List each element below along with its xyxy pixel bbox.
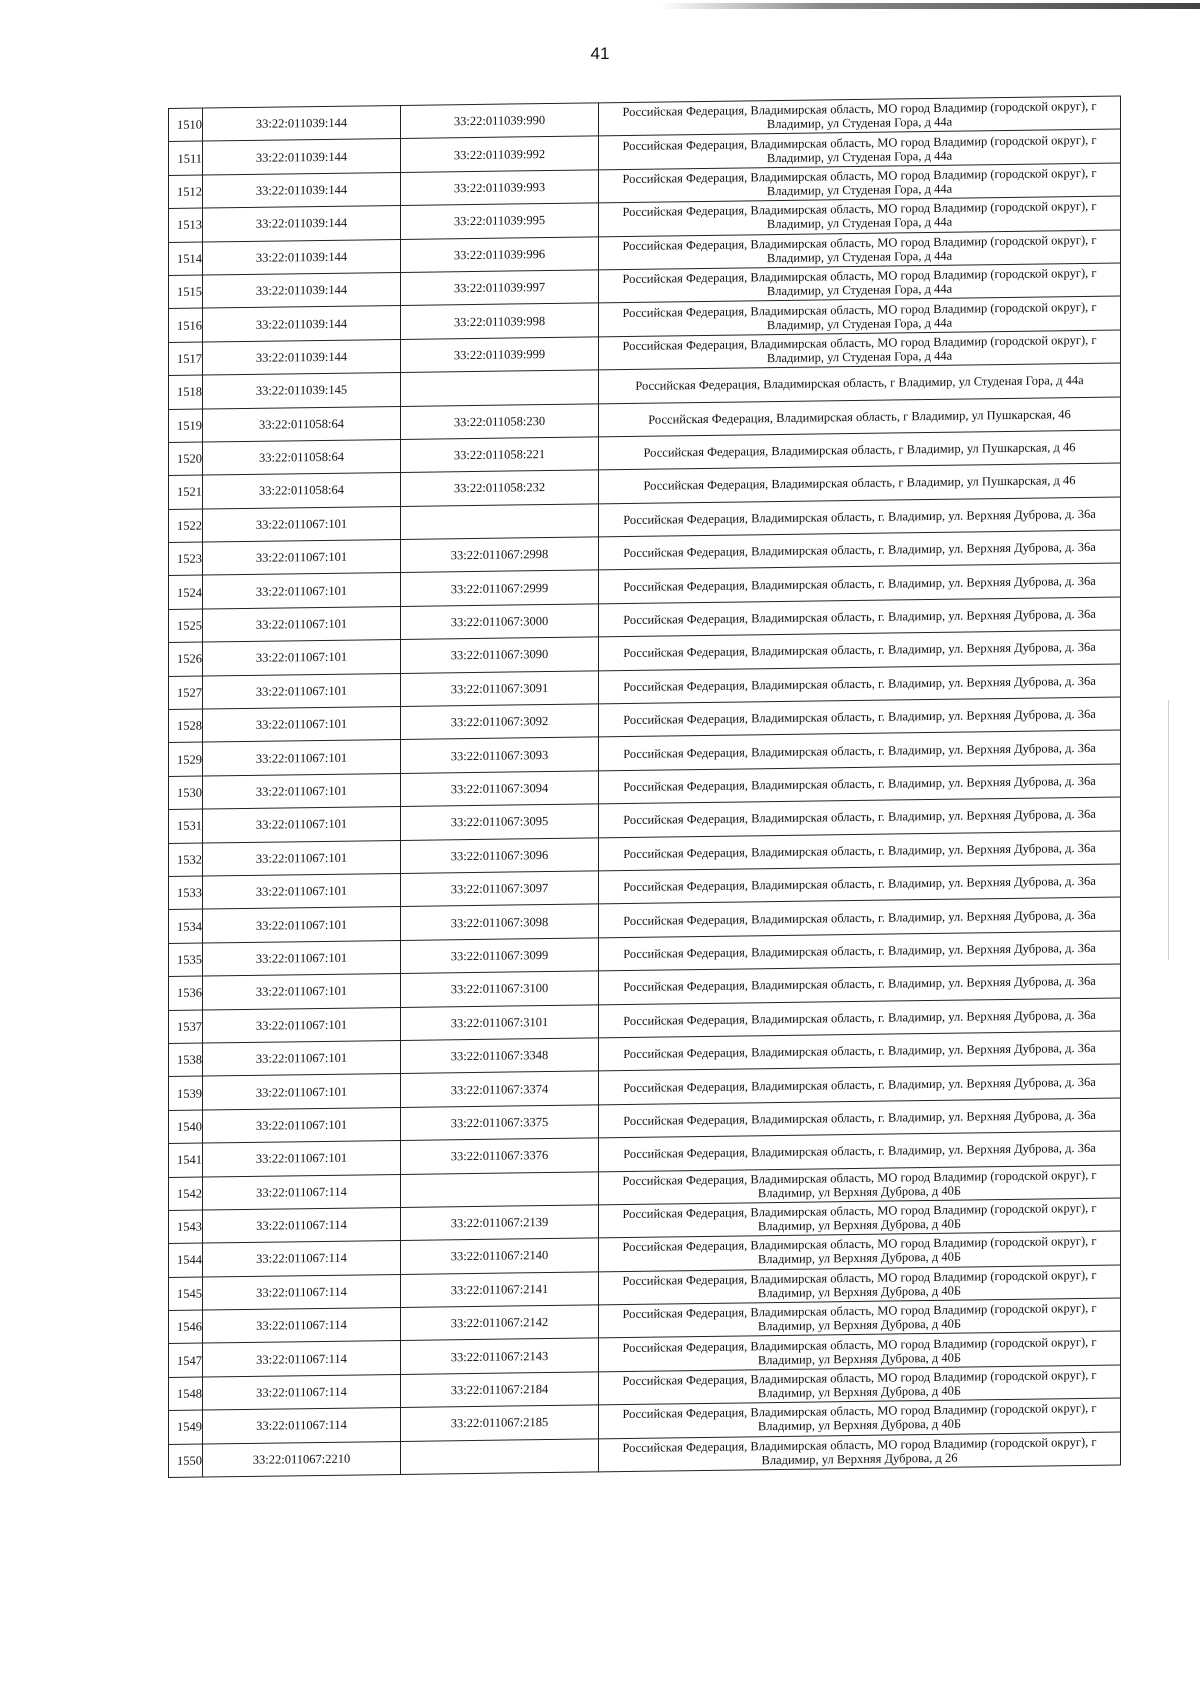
- object-cadastral-number-cell: 33:22:011039:998: [401, 303, 599, 339]
- cadastral-number-cell: 33:22:011067:101: [203, 840, 401, 876]
- object-cadastral-number-cell: 33:22:011067:3100: [401, 971, 599, 1007]
- row-number-cell: 1542: [169, 1177, 203, 1211]
- object-cadastral-number-cell: 33:22:011067:3090: [401, 637, 599, 673]
- row-number-cell: 1541: [169, 1143, 203, 1177]
- cadastral-number-cell: 33:22:011067:101: [203, 807, 401, 843]
- address-cell: Российская Федерация, Владимирская область, МО город Владимир (городской округ), г Владимир, ул Студеная Гора, д 44а: [599, 129, 1121, 169]
- object-cadastral-number-cell: 33:22:011067:3000: [401, 604, 599, 640]
- row-number-cell: 1543: [169, 1210, 203, 1244]
- scan-streak: [660, 3, 1200, 9]
- object-cadastral-number-cell: 33:22:011067:3092: [401, 704, 599, 740]
- row-number-cell: 1533: [169, 876, 203, 910]
- row-number-cell: 1527: [169, 676, 203, 710]
- object-cadastral-number-cell: 33:22:011067:3096: [401, 837, 599, 873]
- address-cell: Российская Федерация, Владимирская область, г. Владимир, ул. Верхняя Дуброва, д. 36а: [599, 998, 1121, 1038]
- row-number-cell: 1529: [169, 742, 203, 776]
- object-cadastral-number-cell: 33:22:011067:3099: [401, 938, 599, 974]
- cadastral-number-cell: 33:22:011067:101: [203, 1040, 401, 1076]
- row-number-cell: 1530: [169, 776, 203, 810]
- row-number-cell: 1531: [169, 809, 203, 843]
- row-number-cell: 1535: [169, 943, 203, 977]
- object-cadastral-number-cell: 33:22:011067:3101: [401, 1004, 599, 1040]
- cadastral-number-cell: 33:22:011067:101: [203, 506, 401, 542]
- cadastral-number-cell: 33:22:011067:114: [203, 1174, 401, 1210]
- row-number-cell: 1546: [169, 1310, 203, 1344]
- row-number-cell: 1539: [169, 1076, 203, 1110]
- row-number-cell: 1549: [169, 1410, 203, 1444]
- cadastral-number-cell: 33:22:011067:114: [203, 1408, 401, 1444]
- object-cadastral-number-cell: [401, 1438, 599, 1474]
- object-cadastral-number-cell: 33:22:011067:3376: [401, 1138, 599, 1174]
- address-cell: Российская Федерация, Владимирская область, МО город Владимир (городской округ), г Владимир, ул Студеная Гора, д 44а: [599, 330, 1121, 370]
- row-number-cell: 1524: [169, 576, 203, 610]
- object-cadastral-number-cell: 33:22:011067:2184: [401, 1372, 599, 1408]
- object-cadastral-number-cell: 33:22:011067:2185: [401, 1405, 599, 1441]
- address-cell: Российская Федерация, Владимирская область, г. Владимир, ул. Верхняя Дуброва, д. 36а: [599, 1131, 1121, 1171]
- cadastral-number-cell: 33:22:011039:144: [203, 206, 401, 242]
- row-number-cell: 1519: [169, 409, 203, 443]
- row-number-cell: 1534: [169, 909, 203, 943]
- address-cell: Российская Федерация, Владимирская область, МО город Владимир (городской округ), г Владимир, ул Студеная Гора, д 44а: [599, 296, 1121, 336]
- row-number-cell: 1516: [169, 308, 203, 342]
- address-cell: Российская Федерация, Владимирская область, г. Владимир, ул. Верхняя Дуброва, д. 36а: [599, 497, 1121, 537]
- object-cadastral-number-cell: 33:22:011039:990: [401, 103, 599, 139]
- cadastral-number-cell: 33:22:011067:114: [203, 1241, 401, 1277]
- scan-margin-line: [1168, 700, 1169, 960]
- object-cadastral-number-cell: 33:22:011067:2141: [401, 1272, 599, 1308]
- address-cell: Российская Федерация, Владимирская область, г. Владимир, ул. Верхняя Дуброва, д. 36а: [599, 630, 1121, 670]
- object-cadastral-number-cell: 33:22:011067:3095: [401, 804, 599, 840]
- address-cell: Российская Федерация, Владимирская область, г Владимир, ул Пушкарская, д 46: [599, 430, 1121, 470]
- address-cell: Российская Федерация, Владимирская область, г Владимир, ул Студеная Гора, д 44а: [599, 363, 1121, 403]
- cadastral-number-cell: 33:22:011067:114: [203, 1308, 401, 1344]
- row-number-cell: 1532: [169, 843, 203, 877]
- address-cell: Российская Федерация, Владимирская область, г. Владимир, ул. Верхняя Дуброва, д. 36а: [599, 730, 1121, 770]
- object-cadastral-number-cell: 33:22:011067:3091: [401, 671, 599, 707]
- cadastral-number-cell: 33:22:011067:114: [203, 1207, 401, 1243]
- object-cadastral-number-cell: 33:22:011067:3093: [401, 737, 599, 773]
- cadastral-number-cell: 33:22:011067:114: [203, 1274, 401, 1310]
- object-cadastral-number-cell: 33:22:011058:221: [401, 437, 599, 473]
- row-number-cell: 1522: [169, 509, 203, 543]
- row-number-cell: 1525: [169, 609, 203, 643]
- cadastral-number-cell: 33:22:011067:101: [203, 1141, 401, 1177]
- address-cell: Российская Федерация, Владимирская область, г. Владимир, ул. Верхняя Дуброва, д. 36а: [599, 764, 1121, 804]
- address-cell: Российская Федерация, Владимирская область, МО город Владимир (городской округ), г Владимир, ул Верхняя Дуброва, д 40Б: [599, 1365, 1121, 1405]
- cadastral-number-cell: 33:22:011067:101: [203, 573, 401, 609]
- row-number-cell: 1538: [169, 1043, 203, 1077]
- cadastral-number-cell: 33:22:011067:114: [203, 1374, 401, 1410]
- object-cadastral-number-cell: 33:22:011067:2142: [401, 1305, 599, 1341]
- object-cadastral-number-cell: 33:22:011067:3374: [401, 1071, 599, 1107]
- row-number-cell: 1537: [169, 1010, 203, 1044]
- cadastral-number-cell: 33:22:011067:101: [203, 873, 401, 909]
- cadastral-number-cell: 33:22:011067:101: [203, 606, 401, 642]
- cadastral-number-cell: 33:22:011067:101: [203, 706, 401, 742]
- cadastral-number-cell: 33:22:011039:144: [203, 139, 401, 175]
- cadastral-number-cell: 33:22:011039:144: [203, 339, 401, 375]
- object-cadastral-number-cell: 33:22:011067:2998: [401, 537, 599, 573]
- row-number-cell: 1523: [169, 542, 203, 576]
- address-cell: Российская Федерация, Владимирская область, г. Владимир, ул. Верхняя Дуброва, д. 36а: [599, 931, 1121, 971]
- address-cell: Российская Федерация, Владимирская область, МО город Владимир (городской округ), г Владимир, ул Верхняя Дуброва, д 40Б: [599, 1265, 1121, 1305]
- object-cadastral-number-cell: 33:22:011067:3098: [401, 904, 599, 940]
- object-cadastral-number-cell: 33:22:011058:232: [401, 470, 599, 506]
- row-number-cell: 1510: [169, 108, 203, 142]
- object-cadastral-number-cell: [401, 370, 599, 406]
- row-number-cell: 1526: [169, 642, 203, 676]
- address-cell: Российская Федерация, Владимирская область, МО город Владимир (городской округ), г Владимир, ул Верхняя Дуброва, д 40Б: [599, 1331, 1121, 1371]
- cadastral-number-cell: 33:22:011067:2210: [203, 1441, 401, 1477]
- cadastral-number-cell: 33:22:011067:101: [203, 1107, 401, 1143]
- object-cadastral-number-cell: 33:22:011039:995: [401, 203, 599, 239]
- address-cell: Российская Федерация, Владимирская область, г. Владимир, ул. Верхняя Дуброва, д. 36а: [599, 597, 1121, 637]
- row-number-cell: 1518: [169, 375, 203, 409]
- address-cell: Российская Федерация, Владимирская область, МО город Владимир (городской округ), г Владимир, ул Верхняя Дуброва, д 40Б: [599, 1165, 1121, 1205]
- cadastral-number-cell: 33:22:011067:101: [203, 1074, 401, 1110]
- registry-table-wrapper: [168, 96, 1120, 1478]
- registry-table-body: [169, 96, 1121, 1477]
- row-number-cell: 1511: [169, 141, 203, 175]
- object-cadastral-number-cell: 33:22:011067:2999: [401, 570, 599, 606]
- cadastral-number-cell: 33:22:011067:101: [203, 740, 401, 776]
- address-cell: Российская Федерация, Владимирская область, г. Владимир, ул. Верхняя Дуброва, д. 36а: [599, 831, 1121, 871]
- object-cadastral-number-cell: 33:22:011039:999: [401, 337, 599, 373]
- address-cell: Российская Федерация, Владимирская область, МО город Владимир (городской округ), г Владимир, ул Студеная Гора, д 44а: [599, 96, 1121, 136]
- cadastral-number-cell: 33:22:011039:144: [203, 172, 401, 208]
- cadastral-number-cell: 33:22:011058:64: [203, 439, 401, 475]
- object-cadastral-number-cell: [401, 1171, 599, 1207]
- object-cadastral-number-cell: 33:22:011067:3348: [401, 1038, 599, 1074]
- row-number-cell: 1520: [169, 442, 203, 476]
- object-cadastral-number-cell: 33:22:011067:3375: [401, 1105, 599, 1141]
- cadastral-number-cell: 33:22:011058:64: [203, 406, 401, 442]
- address-cell: Российская Федерация, Владимирская область, г. Владимир, ул. Верхняя Дуброва, д. 36а: [599, 1064, 1121, 1104]
- object-cadastral-number-cell: 33:22:011067:2139: [401, 1205, 599, 1241]
- row-number-cell: 1540: [169, 1110, 203, 1144]
- object-cadastral-number-cell: 33:22:011067:3094: [401, 771, 599, 807]
- cadastral-number-cell: 33:22:011067:101: [203, 1007, 401, 1043]
- row-number-cell: 1528: [169, 709, 203, 743]
- cadastral-number-cell: 33:22:011039:144: [203, 306, 401, 342]
- address-cell: Российская Федерация, Владимирская область, г. Владимир, ул. Верхняя Дуброва, д. 36а: [599, 864, 1121, 904]
- cadastral-number-cell: 33:22:011067:101: [203, 974, 401, 1010]
- row-number-cell: 1545: [169, 1277, 203, 1311]
- page-number: 41: [590, 44, 610, 63]
- cadastral-number-cell: 33:22:011067:101: [203, 640, 401, 676]
- address-cell: Российская Федерация, Владимирская область, МО город Владимир (городской округ), г Владимир, ул Верхняя Дуброва, д 26: [599, 1432, 1121, 1472]
- address-cell: Российская Федерация, Владимирская область, МО город Владимир (городской округ), г Владимир, ул Верхняя Дуброва, д 40Б: [599, 1298, 1121, 1338]
- row-number-cell: 1536: [169, 976, 203, 1010]
- cadastral-number-cell: 33:22:011067:101: [203, 940, 401, 976]
- object-cadastral-number-cell: 33:22:011039:997: [401, 270, 599, 306]
- address-cell: Российская Федерация, Владимирская область, МО город Владимир (городской округ), г Владимир, ул Верхняя Дуброва, д 40Б: [599, 1198, 1121, 1238]
- cadastral-number-cell: 33:22:011039:145: [203, 373, 401, 409]
- registry-table: [168, 96, 1121, 1478]
- row-number-cell: 1512: [169, 175, 203, 209]
- row-number-cell: 1514: [169, 242, 203, 276]
- cadastral-number-cell: 33:22:011039:144: [203, 105, 401, 141]
- address-cell: Российская Федерация, Владимирская область, МО город Владимир (городской округ), г Владимир, ул Верхняя Дуброва, д 40Б: [599, 1398, 1121, 1438]
- address-cell: Российская Федерация, Владимирская область, г Владимир, ул Пушкарская, д 46: [599, 463, 1121, 503]
- row-number-cell: 1544: [169, 1243, 203, 1277]
- cadastral-number-cell: 33:22:011067:101: [203, 540, 401, 576]
- row-number-cell: 1548: [169, 1377, 203, 1411]
- object-cadastral-number-cell: 33:22:011067:2143: [401, 1338, 599, 1374]
- address-cell: Российская Федерация, Владимирская область, МО город Владимир (городской округ), г Владимир, ул Студеная Гора, д 44а: [599, 163, 1121, 203]
- address-cell: Российская Федерация, Владимирская область, МО город Владимир (городской округ), г Владимир, ул Студеная Гора, д 44а: [599, 263, 1121, 303]
- address-cell: Российская Федерация, Владимирская область, МО город Владимир (городской округ), г Владимир, ул Студеная Гора, д 44а: [599, 196, 1121, 236]
- address-cell: Российская Федерация, Владимирская область, МО город Владимир (городской округ), г Владимир, ул Верхняя Дуброва, д 40Б: [599, 1231, 1121, 1271]
- address-cell: Российская Федерация, Владимирская область, МО город Владимир (городской округ), г Владимир, ул Студеная Гора, д 44а: [599, 230, 1121, 270]
- object-cadastral-number-cell: 33:22:011039:996: [401, 236, 599, 272]
- row-number-cell: 1515: [169, 275, 203, 309]
- row-number-cell: 1550: [169, 1444, 203, 1478]
- cadastral-number-cell: 33:22:011067:114: [203, 1341, 401, 1377]
- row-number-cell: 1513: [169, 208, 203, 242]
- object-cadastral-number-cell: 33:22:011039:992: [401, 136, 599, 172]
- address-cell: Российская Федерация, Владимирская область, г Владимир, ул Пушкарская, 46: [599, 397, 1121, 437]
- address-cell: Российская Федерация, Владимирская область, г. Владимир, ул. Верхняя Дуброва, д. 36а: [599, 530, 1121, 570]
- cadastral-number-cell: 33:22:011067:101: [203, 673, 401, 709]
- row-number-cell: 1521: [169, 475, 203, 509]
- cadastral-number-cell: 33:22:011067:101: [203, 773, 401, 809]
- object-cadastral-number-cell: 33:22:011067:2140: [401, 1238, 599, 1274]
- row-number-cell: 1547: [169, 1344, 203, 1378]
- cadastral-number-cell: 33:22:011067:101: [203, 907, 401, 943]
- address-cell: Российская Федерация, Владимирская область, г. Владимир, ул. Верхняя Дуброва, д. 36а: [599, 664, 1121, 704]
- address-cell: Российская Федерация, Владимирская область, г. Владимир, ул. Верхняя Дуброва, д. 36а: [599, 1098, 1121, 1138]
- address-cell: Российская Федерация, Владимирская область, г. Владимир, ул. Верхняя Дуброва, д. 36а: [599, 897, 1121, 937]
- object-cadastral-number-cell: [401, 504, 599, 540]
- cadastral-number-cell: 33:22:011039:144: [203, 239, 401, 275]
- address-cell: Российская Федерация, Владимирская область, г. Владимир, ул. Верхняя Дуброва, д. 36а: [599, 964, 1121, 1004]
- object-cadastral-number-cell: 33:22:011039:993: [401, 170, 599, 206]
- address-cell: Российская Федерация, Владимирская область, г. Владимир, ул. Верхняя Дуброва, д. 36а: [599, 797, 1121, 837]
- cadastral-number-cell: 33:22:011058:64: [203, 473, 401, 509]
- object-cadastral-number-cell: 33:22:011058:230: [401, 403, 599, 439]
- object-cadastral-number-cell: 33:22:011067:3097: [401, 871, 599, 907]
- cadastral-number-cell: 33:22:011039:144: [203, 272, 401, 308]
- address-cell: Российская Федерация, Владимирская область, г. Владимир, ул. Верхняя Дуброва, д. 36а: [599, 563, 1121, 603]
- row-number-cell: 1517: [169, 342, 203, 376]
- address-cell: Российская Федерация, Владимирская область, г. Владимир, ул. Верхняя Дуброва, д. 36а: [599, 1031, 1121, 1071]
- address-cell: Российская Федерация, Владимирская область, г. Владимир, ул. Верхняя Дуброва, д. 36а: [599, 697, 1121, 737]
